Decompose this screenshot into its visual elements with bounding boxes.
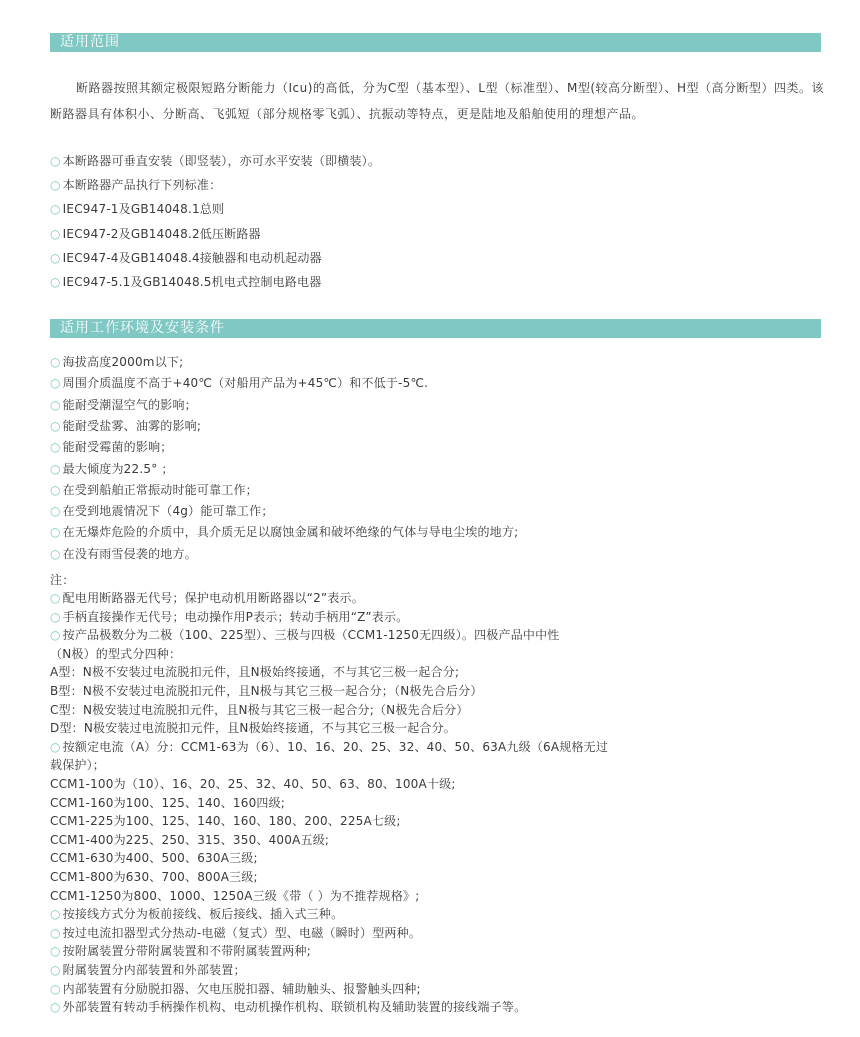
circle-bullet-icon: ○: [50, 907, 61, 922]
list-item-text: 载保护）；: [50, 758, 106, 773]
circle-bullet-icon: ○: [50, 275, 61, 289]
list-item: [50, 546, 197, 562]
list-item: [50, 739, 608, 755]
list-item-text: 按产品极数分为二极（100、225型）、三极与四极（CCM1-1250无四级）。四极产品中中性: [62, 628, 560, 643]
list-item: [50, 888, 419, 904]
list-item-text: C型：N极安装过电流脱扣元件，且N极与其它三极一起合分;（N极先合后分）: [50, 702, 469, 717]
list-item-text: 外部装置有转动手柄操作机构、电动机操作机构、联锁机构及辅助装置的接线端子等。: [62, 1000, 527, 1015]
list-item-text: 按附属装置分带附属装置和不带附属装置两种;: [62, 944, 311, 959]
list-item: [50, 439, 172, 455]
list-item-text: CCM1-225为100、125、140、160、180、200、225A七级;: [50, 814, 401, 829]
list-item-text: 本断路器产品执行下列标准：: [62, 178, 222, 193]
list-item-text: CCM1-160为100、125、140、160四级;: [50, 795, 286, 810]
list-item: [50, 999, 526, 1015]
list-item: [50, 627, 560, 643]
list-item-text: 配电用断路器无代号；保护电动机用断路器以“2”表示。: [62, 591, 364, 605]
list-item: [50, 795, 285, 811]
list-item: [50, 683, 483, 699]
list-item: [50, 524, 518, 540]
circle-bullet-icon: ○: [50, 525, 61, 540]
circle-bullet-icon: ○: [50, 504, 61, 519]
list-item-text: 在无爆炸危险的介质中，具介质无足以腐蚀金属和破坏绝缘的气体与导电尘埃的地方;: [62, 525, 519, 540]
list-item-text: A型：N极不安装过电流脱扣元件，且N极始终接通，不与其它三极一起合分;: [50, 665, 460, 680]
list-item: [50, 397, 197, 413]
list-item-text: 内部装置有分励脱扣器、欠电压脱扣器、辅助触头、报警触头四种;: [62, 981, 421, 996]
circle-bullet-icon: ○: [50, 944, 61, 959]
list-item-text: IEC947-1及GB14048.1总则: [62, 202, 225, 217]
scope-intro: 断路器按照其额定极限短路分断能力（Icu)的高低，分为C型（基本型）、L型（标准型）、M型(较高分断型）、H型（高分断型）四类。该断路器具有体积小、分断高、飞弧短（部分规格零飞弧）、抗振动等特点，更是陆地及船舶使用的理想产品。: [50, 81, 825, 121]
circle-bullet-icon: ○: [50, 591, 61, 605]
circle-bullet-icon: ○: [50, 376, 61, 391]
list-item: [50, 757, 105, 773]
list-item-text: 能耐受潮湿空气的影响；: [62, 397, 197, 412]
list-item: [50, 461, 174, 477]
circle-bullet-icon: ○: [50, 546, 61, 561]
list-item-text: CCM1-1250为800、1000、1250A三级《带（ ）为不推荐规格》;: [50, 888, 420, 903]
circle-bullet-icon: ○: [50, 397, 61, 412]
list-item: [50, 503, 274, 519]
list-item: [50, 590, 364, 606]
list-item-text: 海拔高度2000m以下;: [62, 355, 184, 369]
section-title-environment: 适用工作环境及安装条件: [50, 319, 821, 338]
list-item-text: IEC947-2及GB14048.2低压断路器: [62, 226, 261, 241]
list-item: [50, 664, 459, 680]
circle-bullet-icon: ○: [50, 355, 61, 369]
list-item-text: CCM1-630为400、500、630A三级;: [50, 851, 258, 866]
list-item-text: 能耐受霉菌的影响；: [62, 440, 173, 455]
list-item: [50, 813, 401, 829]
list-item: [50, 177, 221, 193]
list-item-text: 手柄直接操作无代号；电动操作用P表示；转动手柄用“Z”表示。: [62, 609, 409, 624]
circle-bullet-icon: ○: [50, 418, 61, 433]
list-item: [50, 962, 246, 978]
circle-bullet-icon: ○: [50, 981, 61, 996]
circle-bullet-icon: ○: [50, 250, 61, 265]
notes-label: 注：: [50, 573, 75, 587]
list-item-text: B型：N极不安装过电流脱扣元件，且N极与其它三极一起合分；（N极先合后分）: [50, 684, 483, 698]
list-item: [50, 776, 456, 792]
circle-bullet-icon: ○: [50, 202, 61, 217]
circle-bullet-icon: ○: [50, 739, 61, 754]
circle-bullet-icon: ○: [50, 482, 61, 497]
list-item-text: CCM1-100为（10）、16、20、25、32、40、50、63、80、100A十级;: [50, 777, 456, 791]
list-item: [50, 153, 380, 169]
list-item: [50, 201, 224, 217]
list-item-text: 按过电流扣器型式分热动-电磁（复式）型、电磁（瞬时）型两种。: [62, 925, 422, 940]
list-item-text: 附属装置分内部装置和外部装置；: [62, 963, 246, 977]
list-item: [50, 832, 329, 848]
list-item: [50, 869, 258, 885]
list-item-text: IEC947-5.1及GB14048.5机电式控制电路电器: [62, 275, 322, 289]
list-item: [50, 943, 311, 959]
list-item-text: 在没有雨雪侵袭的地方。: [62, 546, 197, 561]
list-item-text: D型：N极安装过电流脱扣元件，且N极始终接通，不与其它三极一起合分。: [50, 721, 456, 736]
circle-bullet-icon: ○: [50, 178, 61, 193]
circle-bullet-icon: ○: [50, 628, 61, 643]
circle-bullet-icon: ○: [50, 925, 61, 940]
list-item-text: 最大倾度为22.5° ；: [62, 461, 174, 476]
list-item-text: （N极）的型式分四种：: [50, 646, 182, 661]
list-item-text: 本断路器可垂直安装（即竖装），亦可水平安装（即横装）。: [62, 154, 381, 168]
list-item-text: CCM1-800为630、700、800A三级;: [50, 870, 258, 884]
circle-bullet-icon: ○: [50, 154, 61, 168]
list-item: [50, 226, 261, 242]
circle-bullet-icon: ○: [50, 461, 61, 476]
list-item: [50, 609, 408, 625]
list-item: [50, 720, 456, 736]
list-item: [50, 925, 421, 941]
circle-bullet-icon: ○: [50, 963, 61, 977]
list-item: [50, 418, 201, 434]
list-item: [50, 274, 321, 290]
list-item: [50, 646, 181, 662]
section-title-scope: 适用范围: [50, 33, 821, 52]
list-item-text: 按额定电流（A）分：CCM1-63为（6）、10、16、20、25、32、40、50、63A九级（6A规格无过: [62, 739, 609, 754]
list-item: [50, 375, 428, 391]
list-item: [50, 850, 258, 866]
list-item-text: 在受到船舶正常振动时能可靠工作；: [62, 482, 258, 497]
list-item-text: CCM1-400为225、250、315、350、400A五级;: [50, 832, 330, 847]
list-item: [50, 702, 469, 718]
list-item-text: 能耐受盐雾、油雾的影响;: [62, 418, 202, 433]
circle-bullet-icon: ○: [50, 226, 61, 241]
list-item-text: 按接线方式分为板前接线、板后接线、插入式三种。: [62, 907, 344, 922]
list-item-text: 周围介质温度不高于+40℃（对船用产品为+45℃）和不低于-5℃.: [62, 376, 429, 391]
list-item: [50, 981, 421, 997]
list-item: [50, 482, 258, 498]
list-item: [50, 354, 183, 370]
list-item: [50, 906, 343, 922]
circle-bullet-icon: ○: [50, 440, 61, 455]
list-item-text: 在受到地震情况下（4g）能可靠工作；: [62, 504, 274, 519]
circle-bullet-icon: ○: [50, 1000, 61, 1015]
list-item-text: IEC947-4及GB14048.4接触器和电动机起动器: [62, 250, 322, 265]
list-item: [50, 250, 322, 266]
circle-bullet-icon: ○: [50, 609, 61, 624]
